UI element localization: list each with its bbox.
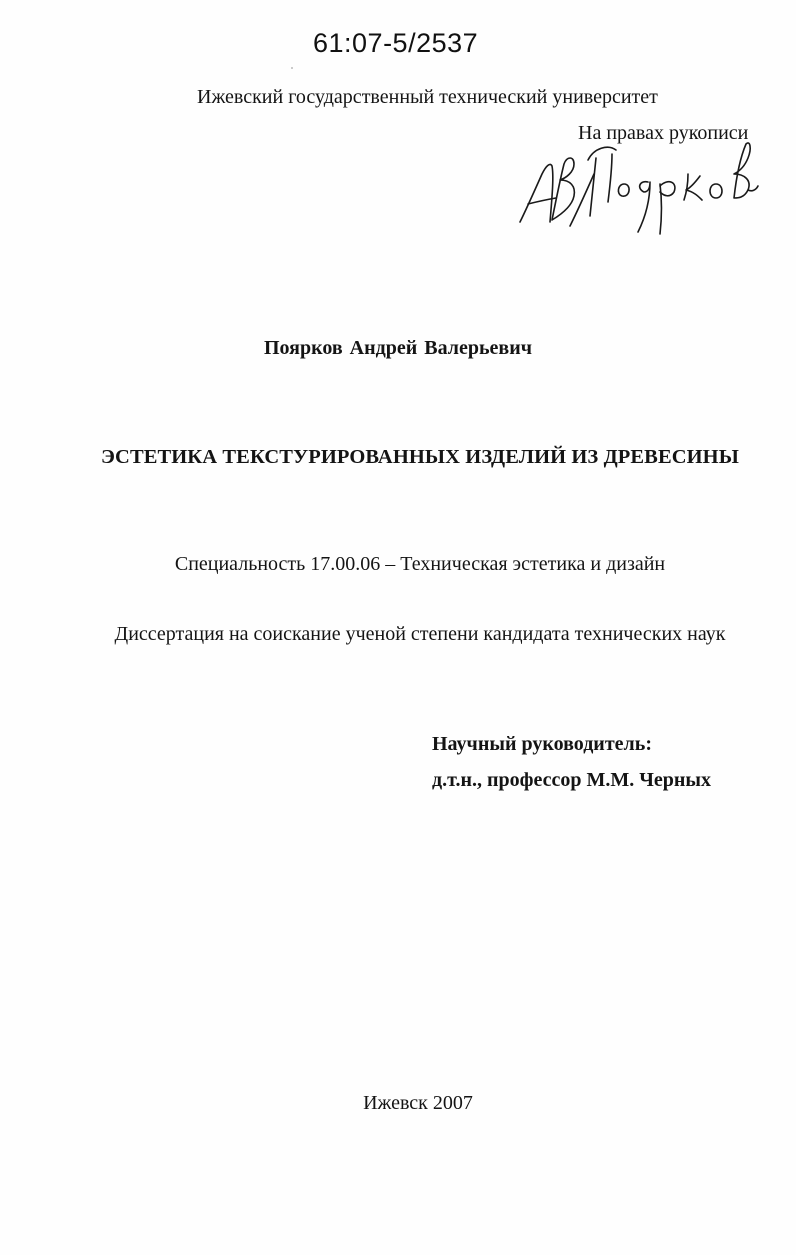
handwritten-signature (512, 140, 760, 240)
manuscript-note: На правах рукописи (578, 122, 749, 144)
signature-drawing (512, 140, 760, 240)
city-year: Ижевск 2007 (363, 1092, 473, 1114)
advisor-label: Научный руководитель: (432, 733, 652, 755)
degree-line: Диссертация на соискание ученой степени кандидата технических наук (114, 623, 726, 645)
author-name: Поярков Андрей Валерьевич (263, 337, 533, 359)
university-name: Ижевский государственный технический университет (197, 86, 658, 108)
scan-speck (291, 67, 293, 69)
thesis-title: ЭСТЕТИКА ТЕКСТУРИРОВАННЫХ ИЗДЕЛИЙ ИЗ ДРЕВЕСИНЫ (101, 446, 739, 468)
catalog-number: 61:07-5/2537 (313, 28, 479, 58)
advisor-name: д.т.н., профессор М.М. Черных (432, 769, 712, 791)
specialty-line: Специальность 17.00.06 – Техническая эстетика и дизайн (174, 553, 666, 575)
